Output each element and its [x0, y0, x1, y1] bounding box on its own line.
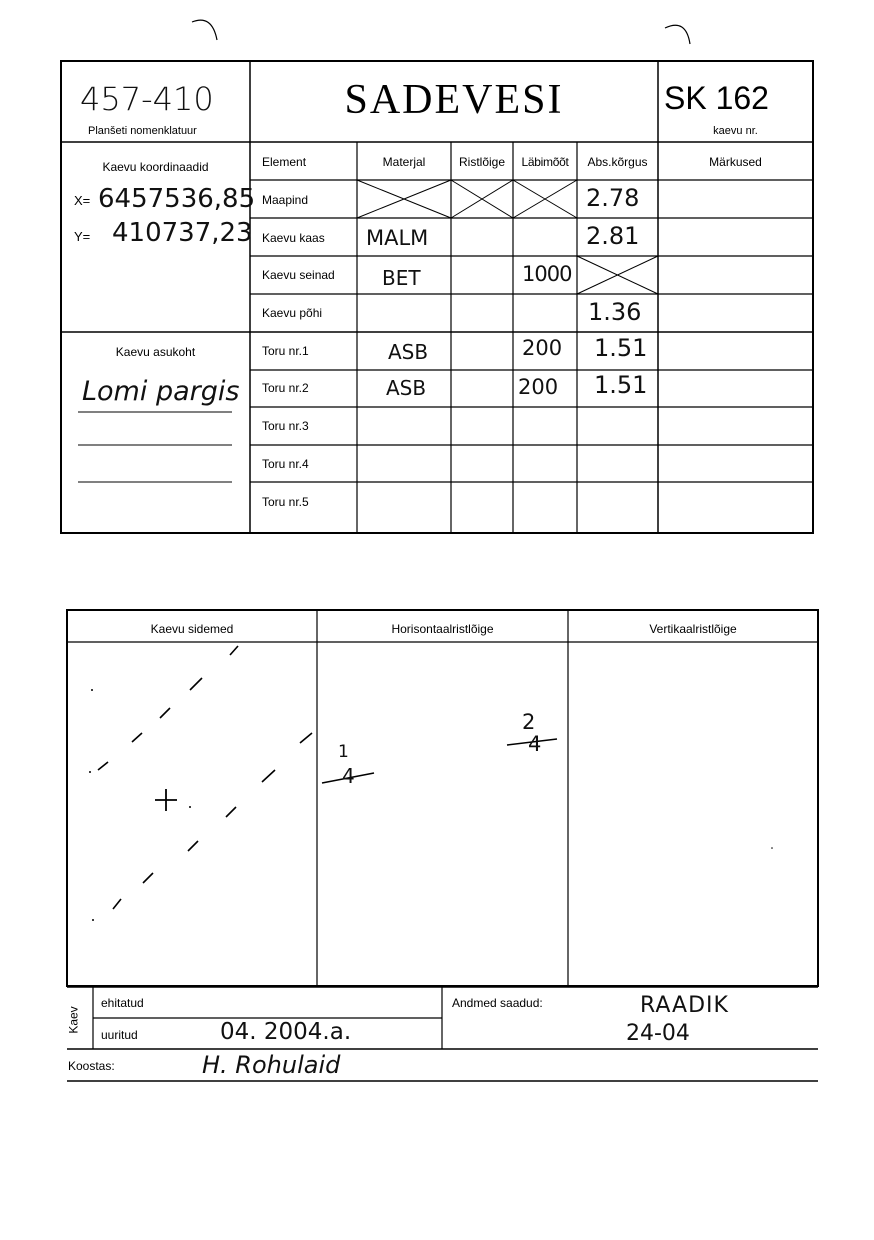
well-number: SK 162 — [664, 80, 769, 116]
x-prefix: X= — [74, 193, 91, 208]
pipe-label-2: 2 — [522, 710, 536, 734]
col-vertical-section-label: Vertikaalristlõige — [649, 622, 737, 636]
row-element: Kaevu seinad — [262, 268, 335, 282]
inspected-label: uuritud — [101, 1028, 138, 1042]
row-diameter: 200 — [518, 375, 559, 399]
row-elevation: 1.51 — [594, 334, 648, 362]
col-header-element: Element — [262, 155, 307, 169]
location-value: Lomi pargis — [82, 376, 240, 407]
data-source-value: RAADIK — [640, 993, 729, 1018]
row-element: Toru nr.4 — [262, 457, 309, 471]
location-label: Kaevu asukoht — [115, 345, 196, 359]
top-form — [0, 0, 874, 560]
y-coordinate: 410737,23 — [112, 218, 253, 248]
pipe-4-mark: 4 — [528, 732, 542, 756]
col-header-cross-section: Ristlõige — [458, 155, 506, 169]
data-source-label: Andmed saadud: — [452, 996, 543, 1010]
row-diameter: 1000 — [522, 262, 572, 286]
row-element: Toru nr.1 — [262, 344, 309, 358]
row-element: Toru nr.5 — [262, 495, 309, 509]
built-label: ehitatud — [101, 996, 144, 1010]
col-header-elevation: Abs.kõrgus — [587, 155, 648, 169]
well-symbol — [155, 789, 177, 811]
connection-dashed-lines — [98, 646, 312, 909]
sheet-label: Planšeti nomenklatuur — [88, 125, 197, 137]
row-material: BET — [382, 266, 421, 290]
data-source-date: 24-04 — [626, 1021, 690, 1046]
y-prefix: Y= — [74, 229, 91, 244]
row-material: ASB — [388, 340, 429, 364]
row-elevation: 1.51 — [594, 371, 648, 399]
footer — [0, 985, 874, 1095]
col-horizontal-section-label: Horisontaalristlõige — [391, 622, 494, 636]
compiled-label: Koostas: — [68, 1059, 115, 1073]
row-element: Maapind — [262, 193, 309, 207]
row-element: Toru nr.3 — [262, 419, 309, 433]
x-coordinate: 6457536,85 — [98, 184, 256, 214]
pipe-label-1: 1 — [338, 742, 349, 762]
row-material: MALM — [366, 226, 429, 250]
col-header-diameter: Läbimõõt — [521, 155, 569, 169]
col-connections-label: Kaevu sidemed — [150, 622, 234, 636]
col-header-material: Materjal — [382, 155, 426, 169]
well-side-label: Kaev — [66, 1006, 81, 1034]
row-element: Kaevu kaas — [262, 231, 325, 245]
row-elevation: 1.36 — [588, 298, 642, 326]
row-element: Kaevu põhi — [262, 306, 323, 320]
coordinates-label: Kaevu koordinaadid — [102, 160, 209, 174]
row-diameter: 200 — [522, 336, 563, 360]
row-elevation: 2.78 — [586, 184, 640, 212]
row-material: ASB — [386, 376, 427, 400]
row-elevation: 2.81 — [586, 222, 640, 250]
sheet-number: 457-410 — [80, 80, 214, 118]
compiled-value: H. Rohulaid — [202, 1051, 341, 1079]
page-title: SADEVESI — [344, 77, 564, 123]
inspected-value: 04. 2004.a. — [220, 1019, 352, 1045]
well-number-label: kaevu nr. — [713, 125, 758, 137]
row-element: Toru nr.2 — [262, 381, 309, 395]
pipe-4-mark: 4 — [342, 764, 355, 788]
col-header-notes: Märkused — [709, 155, 762, 169]
